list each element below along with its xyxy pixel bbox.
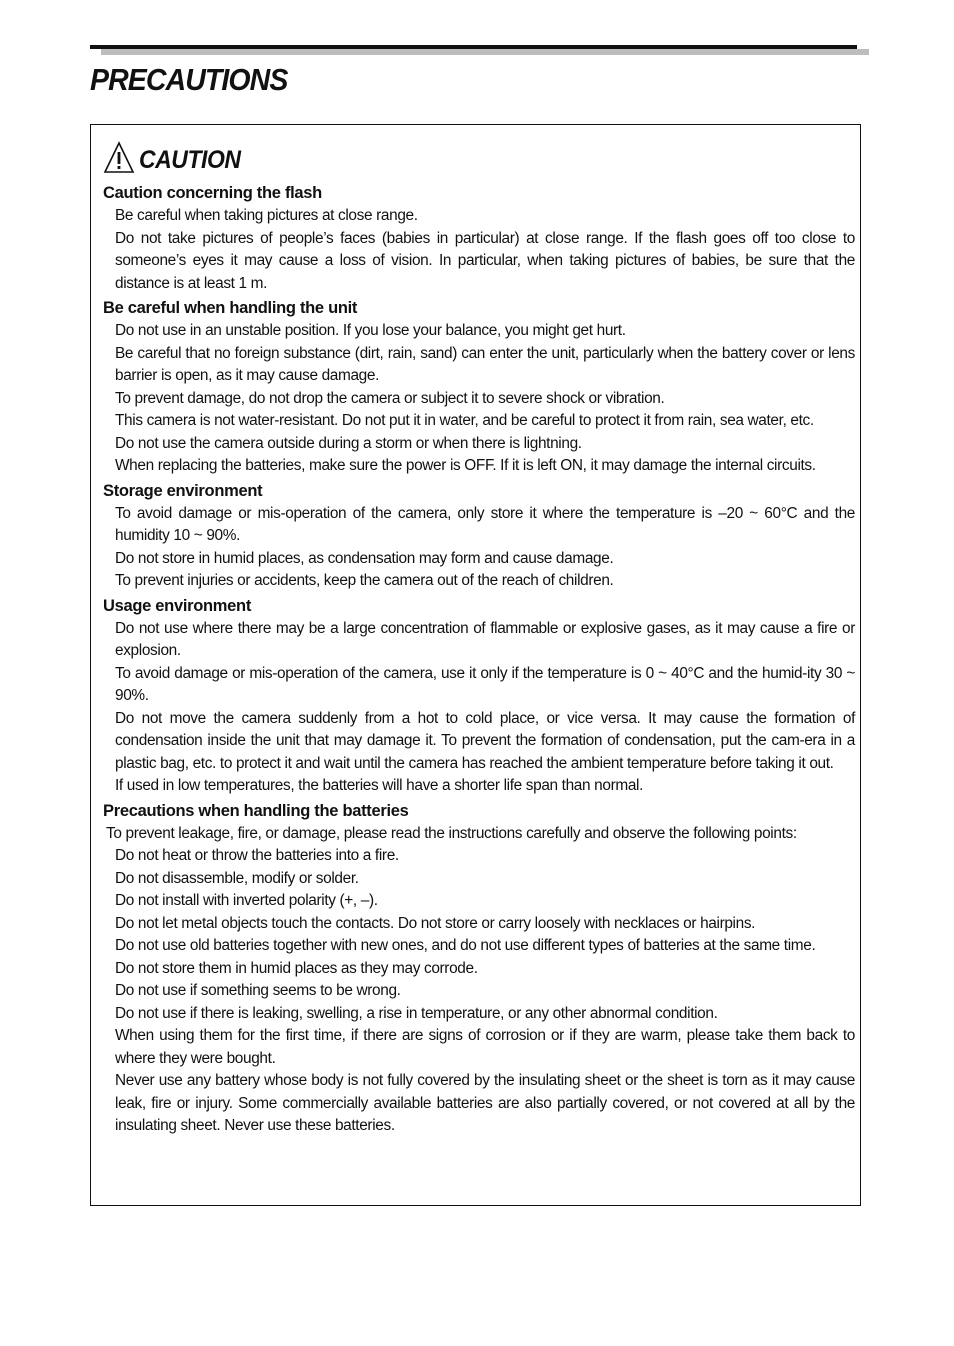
section-heading-batteries: Precautions when handling the batteries <box>103 801 409 820</box>
list-item: Do not use in an unstable position. If you lose your balance, you might get hurt. <box>115 322 626 339</box>
list-item: Do not use if there is leaking, swelling, a rise in temperature, or any other abnormal condition. <box>115 1004 718 1022</box>
list-item: To avoid damage or mis-operation of the camera, use it only if the temperature is 0 ~ 40°C and the humid-ity 30 ~ 90%. <box>115 664 855 704</box>
list-item: Be careful when taking pictures at close range. <box>115 207 418 224</box>
list-item: Do not heat or throw the batteries into a fire. <box>115 847 399 864</box>
list-item: When replacing the batteries, make sure the power is OFF. If it is left ON, it may damage the internal circuits. <box>115 457 816 474</box>
caution-box <box>90 124 861 1206</box>
list-item: If used in low temperatures, the batteries will have a shorter life span than normal. <box>115 777 644 794</box>
title-rule-shadow <box>101 49 869 55</box>
list-item: Do not store in humid places, as condensation may form and cause damage. <box>115 549 614 567</box>
list-item: Do not take pictures of people’s faces (babies in particular) at close range. If the flash goes off too close to someone’s eyes it may cause a loss of vision. In particular, when taking pictures of babies, be sure that the distance is at least 1 m. <box>115 229 855 292</box>
list-item: To prevent injuries or accidents, keep the camera out of the reach of children. <box>115 572 614 589</box>
list-item: Do not store them in humid places as they may corrode. <box>115 959 478 977</box>
list-item: Do not use if something seems to be wrong. <box>115 982 401 999</box>
batteries-intro: To prevent leakage, fire, or damage, please read the instructions carefully and observe the following points: <box>106 824 797 842</box>
list-item: Do not move the camera suddenly from a hot to cold place, or vice versa. It may cause the formation of condensation inside the unit that may damage it. To prevent the formation of condensation, put the cam-era in a plastic bag, etc. to protect it and wait until the camera has reached the ambient temperature before taking it out. <box>115 709 855 772</box>
list-item: Do not use old batteries together with new ones, and do not use different types of batteries at the same time. <box>115 937 816 954</box>
list-item: Do not install with inverted polarity (+, –). <box>115 892 378 909</box>
list-item: Do not let metal objects touch the contacts. Do not store or carry loosely with necklaces or hairpins. <box>115 914 756 932</box>
section-heading-handling: Be careful when handling the unit <box>103 299 358 317</box>
list-item: Be careful that no foreign substance (dirt, rain, sand) can enter the unit, particularly when the battery cover or lens barrier is open, as it may cause damage. <box>115 344 855 384</box>
page-title: PRECAUTIONS <box>90 62 288 97</box>
list-item: Do not disassemble, modify or solder. <box>115 869 359 887</box>
caution-content <box>103 180 855 1138</box>
section-heading-usage: Usage environment <box>103 596 252 615</box>
list-item: To avoid damage or mis-operation of the camera, only store it where the temperature is –20 ~ 60°C and the humidity 10 ~ 90%. <box>115 504 855 544</box>
list-item: When using them for the first time, if there are signs of corrosion or if they are warm, please take them back to where they were bought. <box>115 1027 855 1067</box>
section-heading-flash: Caution concerning the flash <box>103 184 322 202</box>
list-item: Never use any battery whose body is not fully covered by the insulating sheet or the sheet is torn as it may cause leak, fire or injury. Some commercially available batteries are also partially covered, or not covered at all by the insulating sheet. Never use these batteries. <box>115 1072 855 1134</box>
warning-triangle-icon <box>103 141 135 175</box>
caution-header <box>103 135 249 175</box>
title-rule <box>90 45 857 49</box>
list-item: To prevent damage, do not drop the camera or subject it to severe shock or vibration. <box>115 389 665 407</box>
section-heading-storage: Storage environment <box>103 481 263 500</box>
list-item: Do not use the camera outside during a storm or when there is lightning. <box>115 434 582 452</box>
list-item: Do not use where there may be a large concentration of flammable or explosive gases, as it may cause a fire or explosion. <box>115 619 855 659</box>
caution-label: CAUTION <box>139 146 241 174</box>
list-item: This camera is not water-resistant. Do not put it in water, and be careful to protect it from rain, sea water, etc. <box>115 412 814 429</box>
